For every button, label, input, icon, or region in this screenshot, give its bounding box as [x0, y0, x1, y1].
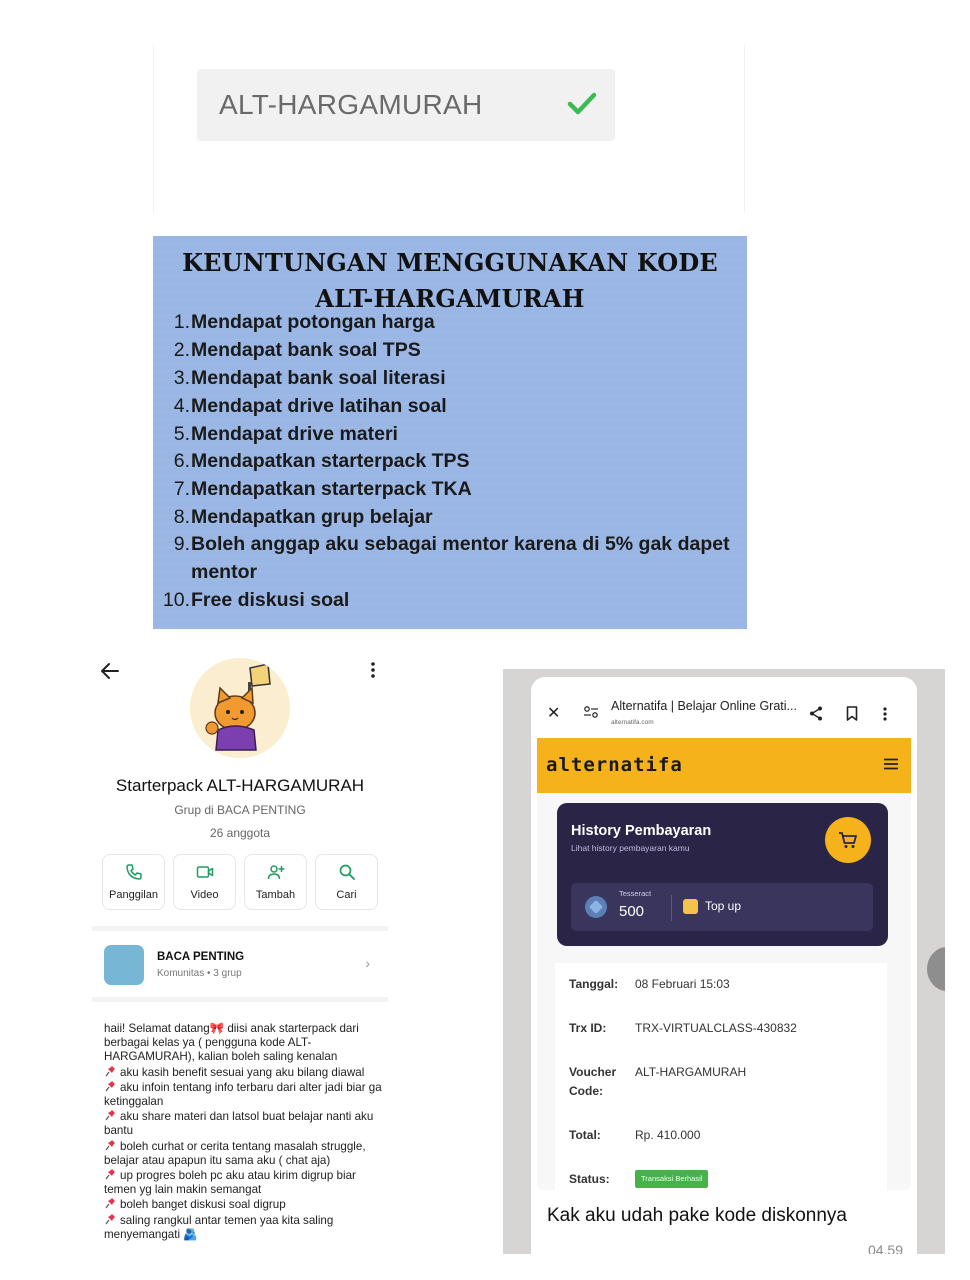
- wallet-icon: [683, 899, 698, 914]
- cart-button[interactable]: [825, 817, 871, 863]
- pushpin-icon: [104, 1065, 116, 1077]
- message-timestamp: 04.59: [867, 1242, 903, 1254]
- chevron-right-icon: ›: [365, 955, 370, 971]
- benefit-item: 1. Mendapat potongan harga: [173, 311, 435, 334]
- benefits-list: [153, 309, 753, 615]
- divider: [671, 895, 672, 921]
- video-label: Video: [190, 889, 219, 901]
- forward-button[interactable]: [927, 947, 945, 991]
- group-parent-community[interactable]: Grup di BACA PENTING: [174, 803, 306, 817]
- transaction-details: Tanggal: 08 Februari 15:03 Trx ID: TRX-VIRTUALCLASS-430832 Voucher Code: ALT-HARGAMURAH Total: Rp. 410.000 Status: Transaksi Berhasil: [555, 963, 887, 1190]
- add-member-button[interactable]: [244, 854, 307, 910]
- search-label: Cari: [336, 889, 357, 901]
- history-title: History Pembayaran: [571, 823, 712, 839]
- video-camera-icon: [196, 863, 214, 881]
- history-subtitle: Lihat history pembayaran kamu: [571, 843, 690, 853]
- status-badge: Transaksi Berhasil: [635, 1170, 708, 1188]
- description-point: aku share materi dan latsol buat belajar nanti aku bantu: [104, 1110, 374, 1138]
- attached-screenshot[interactable]: [537, 685, 911, 1190]
- benefit-item: 7. Mendapatkan starterpack TKA: [173, 478, 472, 501]
- pushpin-icon: [104, 1080, 116, 1092]
- benefits-title-line-1: KEUNTUNGAN MENGGUNAKAN KODE: [182, 248, 718, 277]
- group-description: [104, 1022, 384, 1242]
- site-settings-icon[interactable]: [583, 705, 599, 719]
- community-row[interactable]: [104, 943, 384, 987]
- benefit-item: 5. Mendapat drive materi: [173, 422, 398, 445]
- check-icon: [567, 91, 597, 117]
- promo-code-value: ALT-HARGAMURAH: [219, 89, 483, 120]
- pushpin-icon: [104, 1213, 116, 1225]
- pushpin-icon: [104, 1168, 116, 1180]
- tesseract-icon: [585, 896, 607, 918]
- benefit-item: 3. Mendapat bank soal literasi: [173, 366, 446, 389]
- community-avatar: [104, 945, 144, 985]
- member-count: 26 anggota: [209, 826, 271, 840]
- phone-icon: [125, 863, 143, 881]
- description-point: aku infoin tentang info terbaru dari alter jadi biar ga ketinggalan: [104, 1080, 382, 1109]
- search-icon: [338, 863, 356, 881]
- chat-message-text: Kak aku udah pake kode diskonnya: [547, 1205, 847, 1226]
- more-vert-icon[interactable]: [370, 662, 376, 678]
- cat-mascot-icon: [190, 658, 290, 758]
- promo-code-card: [153, 45, 745, 213]
- section-divider: [92, 926, 388, 931]
- promo-code-input[interactable]: [197, 69, 615, 141]
- benefit-item: 8. Mendapatkan grup belajar: [173, 505, 433, 528]
- description-point: saling rangkul antar temen yaa kita saling menyemangati 🫂: [104, 1213, 334, 1241]
- bookmark-icon[interactable]: [846, 706, 858, 721]
- more-vert-icon[interactable]: [883, 707, 887, 721]
- call-button[interactable]: [102, 854, 165, 910]
- tesseract-balance: 500: [619, 903, 645, 920]
- description-point: boleh curhat or cerita tentang masalah struggle, belajar atau apapun itu sama aku ( chat aja): [104, 1139, 366, 1167]
- pushpin-icon: [104, 1139, 116, 1151]
- description-point: up progres boleh pc aku atau kirim digrup biar temen yg lain makin semangat: [104, 1169, 356, 1197]
- group-info-screen: [92, 650, 388, 1250]
- balance-panel: [571, 883, 873, 931]
- tesseract-label: Tesseract: [619, 889, 652, 898]
- search-button[interactable]: [315, 854, 378, 910]
- community-meta: Komunitas • 3 grup: [157, 968, 242, 979]
- share-icon[interactable]: [809, 706, 823, 721]
- video-button[interactable]: [173, 854, 236, 910]
- group-name: Starterpack ALT-HARGAMURAH: [115, 776, 365, 795]
- site-header: [537, 738, 911, 793]
- cart-icon: [838, 831, 858, 849]
- benefit-item: 4. Mendapat drive latihan soal: [173, 394, 447, 417]
- description-point: boleh banget diskusi soal digrup: [104, 1197, 384, 1212]
- benefit-item: 2. Mendapat bank soal TPS: [173, 339, 421, 362]
- benefit-item: 10. Free diskusi soal: [162, 589, 350, 612]
- browser-toolbar: [537, 685, 911, 738]
- benefits-banner: [153, 236, 747, 629]
- site-logo[interactable]: alternatifa: [546, 754, 683, 776]
- close-icon[interactable]: ✕: [547, 705, 561, 722]
- group-avatar[interactable]: [190, 658, 290, 758]
- benefit-item: 9. Boleh anggap aku sebagai mentor karena di 5% gak dapet mentor: [173, 533, 730, 584]
- add-person-icon: [267, 863, 285, 881]
- community-name: BACA PENTING: [157, 951, 245, 963]
- description-point: aku kasih benefit sesuai yang aku bilang diawal: [104, 1065, 384, 1080]
- pushpin-icon: [104, 1109, 116, 1121]
- chat-screenshot: [503, 669, 945, 1254]
- hamburger-menu-icon[interactable]: [884, 758, 898, 770]
- pushpin-icon: [104, 1197, 116, 1209]
- section-divider: [92, 997, 388, 1002]
- chat-message-bubble[interactable]: [531, 677, 917, 1254]
- benefits-title-line-2: ALT-HARGAMURAH: [315, 284, 585, 313]
- browser-url: alternatifa.com: [611, 719, 654, 726]
- description-intro: haii! Selamat datang🎀 diisi anak starterpack dari berbagai kelas ya ( pengguna kode ALT-HARGAMURAH), kalian boleh saling kenalan: [104, 1022, 359, 1064]
- payment-history-card: [557, 803, 888, 946]
- back-arrow-icon[interactable]: [100, 662, 120, 680]
- topup-button[interactable]: Top up: [705, 899, 742, 913]
- group-action-row: [102, 854, 378, 910]
- benefit-item: 6. Mendapatkan starterpack TPS: [173, 450, 470, 473]
- browser-page-title: Alternatifa | Belajar Online Grati...: [611, 699, 797, 713]
- add-label: Tambah: [255, 889, 296, 901]
- call-label: Panggilan: [109, 889, 158, 901]
